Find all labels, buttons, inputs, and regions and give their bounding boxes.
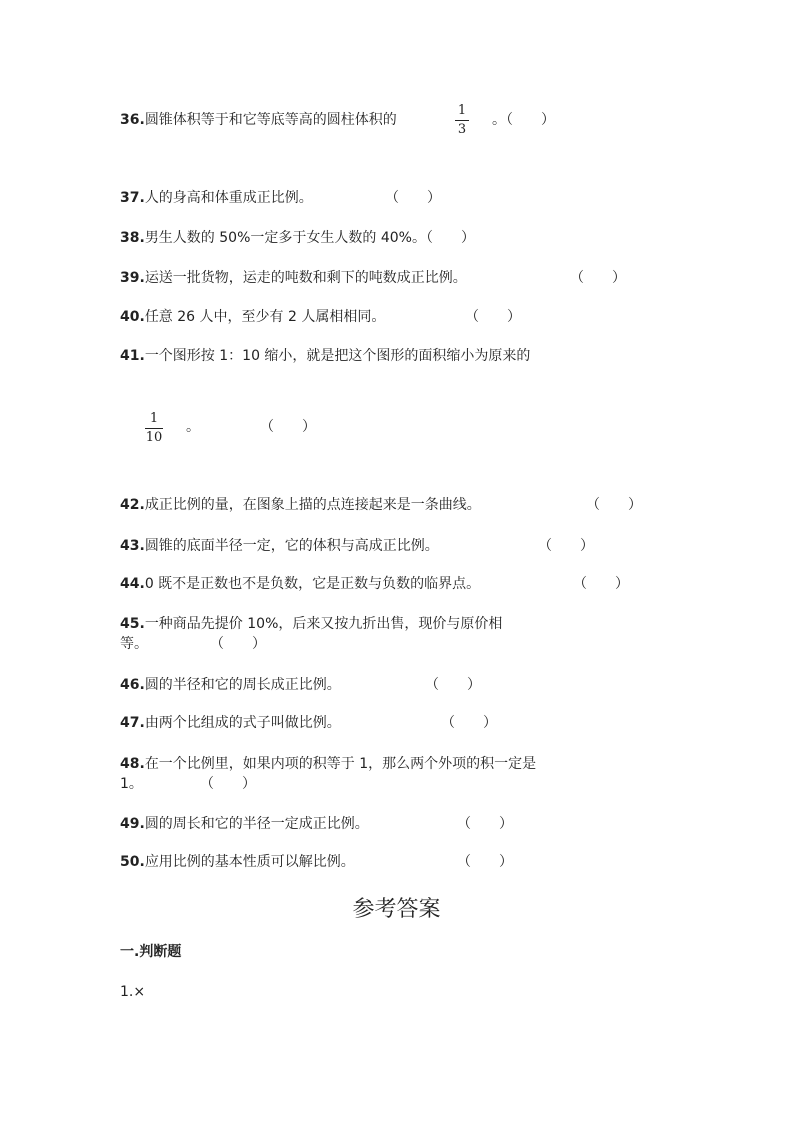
question-text: 应用比例的基本性质可以解比例。 [144, 854, 355, 870]
fraction-bar [455, 120, 469, 121]
question-number: 44. [120, 576, 145, 592]
fraction-denominator: 3 [457, 122, 467, 137]
question-text: 由两个比组成的式子叫做比例。 [144, 715, 341, 731]
question-39 [120, 268, 467, 288]
question-text: 任意 26 人中，至少有 2 人属相相同。 [144, 309, 386, 325]
question-48-line2: 1。 [120, 776, 143, 792]
question-text: 圆锥体积等于和它等底等高的圆柱体积的 [144, 112, 397, 128]
question-text: 在一个比例里，如果内项的积等于 1，那么两个外项的积一定是 [144, 756, 537, 772]
question-text: 成正比例的量，在图象上描的点连接起来是一条曲线。 [144, 497, 481, 513]
question-text: 男生人数的 50%一定多于女生人数的 40%。（ ） [144, 230, 475, 246]
question-text: 圆锥的底面半径一定，它的体积与高成正比例。 [144, 538, 439, 554]
question-number: 37. [120, 190, 145, 206]
answer-blank-40[interactable]: （ ） [465, 309, 521, 325]
question-text: 圆的周长和它的半径一定成正比例。 [144, 816, 369, 832]
answer-blank-45[interactable]: （ ） [210, 636, 266, 652]
question-50 [120, 852, 355, 872]
answer-blank-46[interactable]: （ ） [425, 677, 481, 693]
fraction-numerator: 1 [149, 411, 159, 426]
answer-blank-39[interactable]: （ ） [570, 270, 626, 286]
question-47 [120, 713, 341, 733]
answer-title: 参考答案 [352, 897, 441, 922]
question-43 [120, 536, 439, 556]
question-40 [120, 307, 385, 327]
answer-blank-48[interactable]: （ ） [200, 776, 256, 792]
fraction-bar [145, 428, 163, 429]
answer-blank-43[interactable]: （ ） [538, 538, 594, 554]
question-45-line2: 等。 [120, 636, 148, 652]
answer-blank-44[interactable]: （ ） [573, 576, 629, 592]
question-number: 38. [120, 230, 145, 246]
question-number: 47. [120, 715, 145, 731]
question-number: 41. [120, 348, 145, 364]
question-38 [120, 228, 475, 248]
question-37 [120, 188, 313, 208]
question-number: 46. [120, 677, 145, 693]
question-text: 运送一批货物，运走的吨数和剩下的吨数成正比例。 [144, 270, 467, 286]
question-number: 48. [120, 756, 145, 772]
question-41 [120, 346, 530, 366]
question-48 [120, 754, 536, 774]
question-45 [120, 614, 502, 634]
question-number: 39. [120, 270, 145, 286]
question-number: 36. [120, 112, 145, 128]
question-text: 人的身高和体重成正比例。 [144, 190, 313, 206]
section-heading: 一.判断题 [120, 944, 182, 960]
fraction-one-third [455, 104, 469, 137]
question-number: 49. [120, 816, 145, 832]
question-number: 40. [120, 309, 145, 325]
question-46 [120, 675, 341, 695]
question-41-tail: 。 [186, 419, 200, 435]
question-text: 圆的半径和它的周长成正比例。 [144, 677, 341, 693]
question-number: 43. [120, 538, 145, 554]
question-number: 45. [120, 616, 145, 632]
answer-blank-49[interactable]: （ ） [457, 816, 513, 832]
fraction-denominator: 10 [145, 430, 163, 445]
question-42 [120, 495, 481, 515]
answer-blank-41[interactable]: （ ） [260, 419, 316, 435]
question-36 [120, 110, 397, 130]
fraction-one-tenth [145, 412, 163, 445]
question-44 [120, 574, 480, 594]
answer-blank-36[interactable]: 。（ ） [492, 112, 555, 128]
answer-blank-37[interactable]: （ ） [385, 190, 441, 206]
answer-blank-50[interactable]: （ ） [457, 854, 513, 870]
question-text: 一个图形按 1：10 缩小，就是把这个图形的面积缩小为原来的 [144, 348, 531, 364]
answer-blank-42[interactable]: （ ） [586, 497, 642, 513]
question-text: 0 既不是正数也不是负数，它是正数与负数的临界点。 [144, 576, 481, 592]
answer-blank-47[interactable]: （ ） [441, 715, 497, 731]
question-49 [120, 814, 369, 834]
question-number: 50. [120, 854, 145, 870]
question-number: 42. [120, 497, 145, 513]
question-text: 一种商品先提价 10%，后来又按九折出售，现价与原价相 [144, 616, 503, 632]
fraction-numerator: 1 [457, 103, 467, 118]
answer-item: 1.× [120, 984, 146, 1000]
